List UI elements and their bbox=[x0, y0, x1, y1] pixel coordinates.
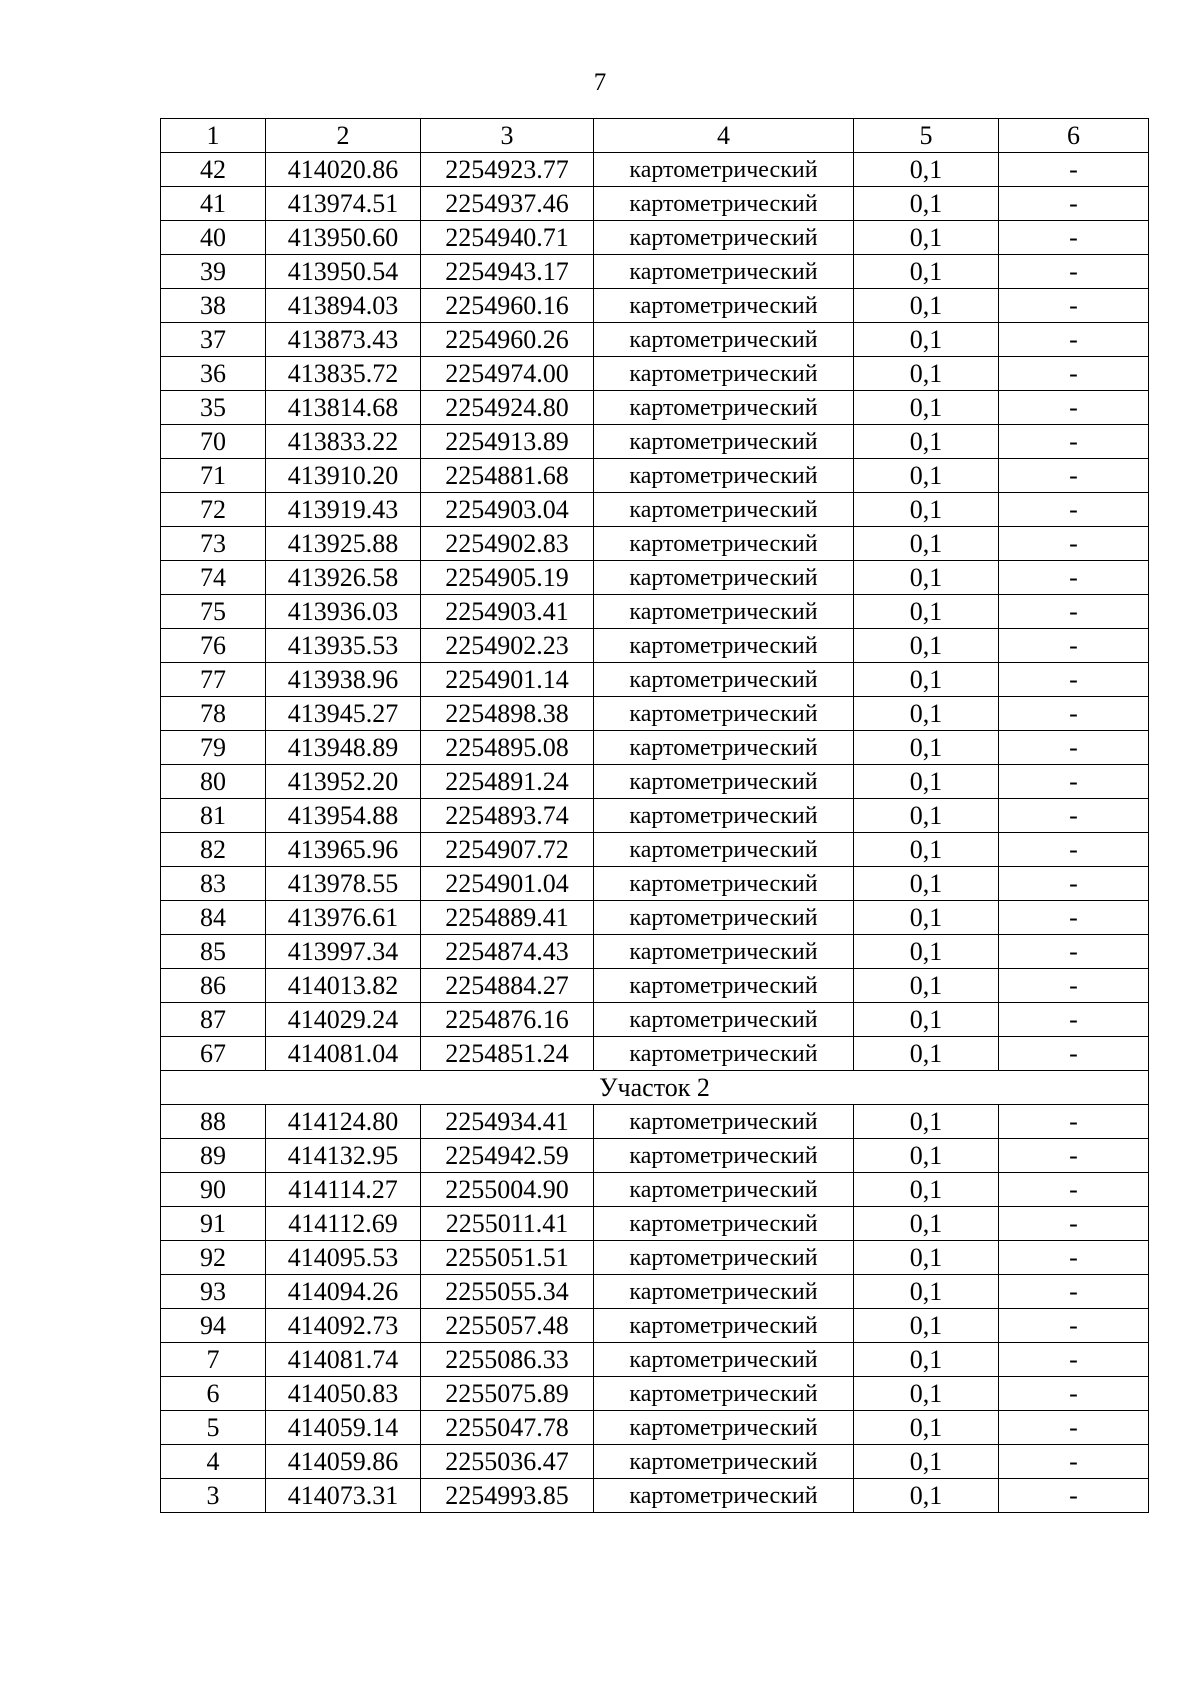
x-coordinate-cell: 414132.95 bbox=[266, 1139, 421, 1173]
method-cell: картометрический bbox=[594, 799, 854, 833]
point-number-cell: 83 bbox=[161, 867, 266, 901]
note-cell: - bbox=[999, 697, 1149, 731]
point-number-cell: 90 bbox=[161, 1173, 266, 1207]
method-cell: картометрический bbox=[594, 901, 854, 935]
y-coordinate-cell: 2254940.71 bbox=[421, 221, 594, 255]
y-coordinate-cell: 2254901.04 bbox=[421, 867, 594, 901]
x-coordinate-cell: 413974.51 bbox=[266, 187, 421, 221]
point-number-cell: 42 bbox=[161, 153, 266, 187]
note-cell: - bbox=[999, 425, 1149, 459]
table-row bbox=[161, 493, 1149, 527]
precision-cell: 0,1 bbox=[854, 833, 999, 867]
table-row bbox=[161, 391, 1149, 425]
method-cell: картометрический bbox=[594, 1241, 854, 1275]
y-coordinate-cell: 2255057.48 bbox=[421, 1309, 594, 1343]
precision-cell: 0,1 bbox=[854, 1105, 999, 1139]
precision-cell: 0,1 bbox=[854, 969, 999, 1003]
note-cell: - bbox=[999, 153, 1149, 187]
point-number-cell: 67 bbox=[161, 1037, 266, 1071]
method-cell: картометрический bbox=[594, 187, 854, 221]
table-row bbox=[161, 765, 1149, 799]
x-coordinate-cell: 413952.20 bbox=[266, 765, 421, 799]
x-coordinate-cell: 414092.73 bbox=[266, 1309, 421, 1343]
method-cell: картометрический bbox=[594, 935, 854, 969]
point-number-cell: 36 bbox=[161, 357, 266, 391]
y-coordinate-cell: 2254974.00 bbox=[421, 357, 594, 391]
x-coordinate-cell: 413954.88 bbox=[266, 799, 421, 833]
point-number-cell: 85 bbox=[161, 935, 266, 969]
column-header: 3 bbox=[421, 119, 594, 153]
table-row bbox=[161, 935, 1149, 969]
x-coordinate-cell: 413926.58 bbox=[266, 561, 421, 595]
note-cell: - bbox=[999, 1105, 1149, 1139]
table-row bbox=[161, 1139, 1149, 1173]
table-row bbox=[161, 1207, 1149, 1241]
method-cell: картометрический bbox=[594, 357, 854, 391]
note-cell: - bbox=[999, 1479, 1149, 1513]
note-cell: - bbox=[999, 1445, 1149, 1479]
table-row bbox=[161, 799, 1149, 833]
point-number-cell: 35 bbox=[161, 391, 266, 425]
note-cell: - bbox=[999, 391, 1149, 425]
x-coordinate-cell: 414050.83 bbox=[266, 1377, 421, 1411]
precision-cell: 0,1 bbox=[854, 799, 999, 833]
note-cell: - bbox=[999, 493, 1149, 527]
note-cell: - bbox=[999, 1411, 1149, 1445]
point-number-cell: 75 bbox=[161, 595, 266, 629]
note-cell: - bbox=[999, 629, 1149, 663]
note-cell: - bbox=[999, 357, 1149, 391]
note-cell: - bbox=[999, 289, 1149, 323]
method-cell: картометрический bbox=[594, 867, 854, 901]
x-coordinate-cell: 413833.22 bbox=[266, 425, 421, 459]
x-coordinate-cell: 413814.68 bbox=[266, 391, 421, 425]
note-cell: - bbox=[999, 187, 1149, 221]
note-cell: - bbox=[999, 799, 1149, 833]
point-number-cell: 5 bbox=[161, 1411, 266, 1445]
precision-cell: 0,1 bbox=[854, 1377, 999, 1411]
table-row bbox=[161, 289, 1149, 323]
precision-cell: 0,1 bbox=[854, 731, 999, 765]
x-coordinate-cell: 414124.80 bbox=[266, 1105, 421, 1139]
x-coordinate-cell: 414013.82 bbox=[266, 969, 421, 1003]
point-number-cell: 38 bbox=[161, 289, 266, 323]
x-coordinate-cell: 414081.74 bbox=[266, 1343, 421, 1377]
y-coordinate-cell: 2254907.72 bbox=[421, 833, 594, 867]
y-coordinate-cell: 2254913.89 bbox=[421, 425, 594, 459]
precision-cell: 0,1 bbox=[854, 1241, 999, 1275]
table-row bbox=[161, 1173, 1149, 1207]
table-row bbox=[161, 1309, 1149, 1343]
y-coordinate-cell: 2254942.59 bbox=[421, 1139, 594, 1173]
point-number-cell: 40 bbox=[161, 221, 266, 255]
precision-cell: 0,1 bbox=[854, 867, 999, 901]
x-coordinate-cell: 413950.54 bbox=[266, 255, 421, 289]
x-coordinate-cell: 413978.55 bbox=[266, 867, 421, 901]
precision-cell: 0,1 bbox=[854, 765, 999, 799]
method-cell: картометрический bbox=[594, 493, 854, 527]
point-number-cell: 84 bbox=[161, 901, 266, 935]
method-cell: картометрический bbox=[594, 1173, 854, 1207]
note-cell: - bbox=[999, 1241, 1149, 1275]
table-row bbox=[161, 561, 1149, 595]
x-coordinate-cell: 413919.43 bbox=[266, 493, 421, 527]
y-coordinate-cell: 2254924.80 bbox=[421, 391, 594, 425]
method-cell: картометрический bbox=[594, 1139, 854, 1173]
precision-cell: 0,1 bbox=[854, 1003, 999, 1037]
x-coordinate-cell: 413976.61 bbox=[266, 901, 421, 935]
point-number-cell: 91 bbox=[161, 1207, 266, 1241]
point-number-cell: 87 bbox=[161, 1003, 266, 1037]
table-row bbox=[161, 595, 1149, 629]
column-header: 2 bbox=[266, 119, 421, 153]
table-row bbox=[161, 1377, 1149, 1411]
method-cell: картометрический bbox=[594, 1207, 854, 1241]
method-cell: картометрический bbox=[594, 1275, 854, 1309]
y-coordinate-cell: 2255055.34 bbox=[421, 1275, 594, 1309]
y-coordinate-cell: 2254881.68 bbox=[421, 459, 594, 493]
method-cell: картометрический bbox=[594, 1343, 854, 1377]
method-cell: картометрический bbox=[594, 1003, 854, 1037]
x-coordinate-cell: 413894.03 bbox=[266, 289, 421, 323]
method-cell: картометрический bbox=[594, 697, 854, 731]
method-cell: картометрический bbox=[594, 1377, 854, 1411]
table-row bbox=[161, 357, 1149, 391]
y-coordinate-cell: 2255051.51 bbox=[421, 1241, 594, 1275]
note-cell: - bbox=[999, 459, 1149, 493]
table-body-section-1 bbox=[161, 153, 1149, 1071]
table-row bbox=[161, 221, 1149, 255]
point-number-cell: 39 bbox=[161, 255, 266, 289]
precision-cell: 0,1 bbox=[854, 187, 999, 221]
method-cell: картометрический bbox=[594, 425, 854, 459]
point-number-cell: 7 bbox=[161, 1343, 266, 1377]
y-coordinate-cell: 2254905.19 bbox=[421, 561, 594, 595]
precision-cell: 0,1 bbox=[854, 1309, 999, 1343]
point-number-cell: 71 bbox=[161, 459, 266, 493]
method-cell: картометрический bbox=[594, 459, 854, 493]
y-coordinate-cell: 2254903.04 bbox=[421, 493, 594, 527]
y-coordinate-cell: 2255075.89 bbox=[421, 1377, 594, 1411]
table-row bbox=[161, 629, 1149, 663]
table-body-section-2 bbox=[161, 1105, 1149, 1513]
y-coordinate-cell: 2255047.78 bbox=[421, 1411, 594, 1445]
y-coordinate-cell: 2254934.41 bbox=[421, 1105, 594, 1139]
method-cell: картометрический bbox=[594, 153, 854, 187]
y-coordinate-cell: 2254960.26 bbox=[421, 323, 594, 357]
point-number-cell: 89 bbox=[161, 1139, 266, 1173]
table-row bbox=[161, 255, 1149, 289]
x-coordinate-cell: 413997.34 bbox=[266, 935, 421, 969]
note-cell: - bbox=[999, 1003, 1149, 1037]
y-coordinate-cell: 2254895.08 bbox=[421, 731, 594, 765]
precision-cell: 0,1 bbox=[854, 289, 999, 323]
y-coordinate-cell: 2254923.77 bbox=[421, 153, 594, 187]
precision-cell: 0,1 bbox=[854, 255, 999, 289]
precision-cell: 0,1 bbox=[854, 595, 999, 629]
precision-cell: 0,1 bbox=[854, 1343, 999, 1377]
table-row bbox=[161, 153, 1149, 187]
precision-cell: 0,1 bbox=[854, 425, 999, 459]
point-number-cell: 81 bbox=[161, 799, 266, 833]
page-number: 7 bbox=[593, 69, 607, 96]
precision-cell: 0,1 bbox=[854, 663, 999, 697]
table-row bbox=[161, 1411, 1149, 1445]
point-number-cell: 72 bbox=[161, 493, 266, 527]
method-cell: картометрический bbox=[594, 1445, 854, 1479]
method-cell: картометрический bbox=[594, 255, 854, 289]
table-row bbox=[161, 1479, 1149, 1513]
table-row bbox=[161, 697, 1149, 731]
point-number-cell: 77 bbox=[161, 663, 266, 697]
note-cell: - bbox=[999, 731, 1149, 765]
note-cell: - bbox=[999, 595, 1149, 629]
precision-cell: 0,1 bbox=[854, 153, 999, 187]
note-cell: - bbox=[999, 1139, 1149, 1173]
note-cell: - bbox=[999, 561, 1149, 595]
precision-cell: 0,1 bbox=[854, 1445, 999, 1479]
table-row bbox=[161, 1343, 1149, 1377]
x-coordinate-cell: 413910.20 bbox=[266, 459, 421, 493]
y-coordinate-cell: 2254874.43 bbox=[421, 935, 594, 969]
method-cell: картометрический bbox=[594, 1479, 854, 1513]
precision-cell: 0,1 bbox=[854, 1173, 999, 1207]
precision-cell: 0,1 bbox=[854, 935, 999, 969]
method-cell: картометрический bbox=[594, 221, 854, 255]
y-coordinate-cell: 2254901.14 bbox=[421, 663, 594, 697]
table-row bbox=[161, 1445, 1149, 1479]
table-row bbox=[161, 663, 1149, 697]
table-row bbox=[161, 1105, 1149, 1139]
y-coordinate-cell: 2254943.17 bbox=[421, 255, 594, 289]
method-cell: картометрический bbox=[594, 663, 854, 697]
y-coordinate-cell: 2254902.83 bbox=[421, 527, 594, 561]
table-row bbox=[161, 731, 1149, 765]
y-coordinate-cell: 2254891.24 bbox=[421, 765, 594, 799]
point-number-cell: 3 bbox=[161, 1479, 266, 1513]
precision-cell: 0,1 bbox=[854, 561, 999, 595]
table-row bbox=[161, 1275, 1149, 1309]
table-header-row bbox=[161, 119, 1149, 153]
precision-cell: 0,1 bbox=[854, 697, 999, 731]
method-cell: картометрический bbox=[594, 561, 854, 595]
y-coordinate-cell: 2255036.47 bbox=[421, 1445, 594, 1479]
y-coordinate-cell: 2254993.85 bbox=[421, 1479, 594, 1513]
x-coordinate-cell: 413935.53 bbox=[266, 629, 421, 663]
x-coordinate-cell: 414059.14 bbox=[266, 1411, 421, 1445]
y-coordinate-cell: 2255086.33 bbox=[421, 1343, 594, 1377]
precision-cell: 0,1 bbox=[854, 1139, 999, 1173]
x-coordinate-cell: 413936.03 bbox=[266, 595, 421, 629]
precision-cell: 0,1 bbox=[854, 1411, 999, 1445]
method-cell: картометрический bbox=[594, 1411, 854, 1445]
y-coordinate-cell: 2254960.16 bbox=[421, 289, 594, 323]
precision-cell: 0,1 bbox=[854, 323, 999, 357]
y-coordinate-cell: 2254937.46 bbox=[421, 187, 594, 221]
x-coordinate-cell: 414059.86 bbox=[266, 1445, 421, 1479]
column-header: 6 bbox=[999, 119, 1149, 153]
x-coordinate-cell: 413835.72 bbox=[266, 357, 421, 391]
precision-cell: 0,1 bbox=[854, 391, 999, 425]
note-cell: - bbox=[999, 1377, 1149, 1411]
point-number-cell: 82 bbox=[161, 833, 266, 867]
table-row bbox=[161, 833, 1149, 867]
method-cell: картометрический bbox=[594, 595, 854, 629]
table-row bbox=[161, 969, 1149, 1003]
note-cell: - bbox=[999, 1207, 1149, 1241]
section-divider bbox=[161, 1071, 1149, 1105]
precision-cell: 0,1 bbox=[854, 1037, 999, 1071]
precision-cell: 0,1 bbox=[854, 1207, 999, 1241]
point-number-cell: 88 bbox=[161, 1105, 266, 1139]
y-coordinate-cell: 2254889.41 bbox=[421, 901, 594, 935]
method-cell: картометрический bbox=[594, 629, 854, 663]
method-cell: картометрический bbox=[594, 1037, 854, 1071]
point-number-cell: 6 bbox=[161, 1377, 266, 1411]
point-number-cell: 73 bbox=[161, 527, 266, 561]
note-cell: - bbox=[999, 323, 1149, 357]
precision-cell: 0,1 bbox=[854, 357, 999, 391]
point-number-cell: 78 bbox=[161, 697, 266, 731]
precision-cell: 0,1 bbox=[854, 1275, 999, 1309]
method-cell: картометрический bbox=[594, 527, 854, 561]
x-coordinate-cell: 413873.43 bbox=[266, 323, 421, 357]
x-coordinate-cell: 414073.31 bbox=[266, 1479, 421, 1513]
x-coordinate-cell: 414112.69 bbox=[266, 1207, 421, 1241]
method-cell: картометрический bbox=[594, 969, 854, 1003]
x-coordinate-cell: 413948.89 bbox=[266, 731, 421, 765]
x-coordinate-cell: 414114.27 bbox=[266, 1173, 421, 1207]
method-cell: картометрический bbox=[594, 765, 854, 799]
y-coordinate-cell: 2254884.27 bbox=[421, 969, 594, 1003]
note-cell: - bbox=[999, 1343, 1149, 1377]
point-number-cell: 86 bbox=[161, 969, 266, 1003]
method-cell: картометрический bbox=[594, 1105, 854, 1139]
method-cell: картометрический bbox=[594, 323, 854, 357]
x-coordinate-cell: 413925.88 bbox=[266, 527, 421, 561]
section-row bbox=[161, 1071, 1149, 1105]
column-header: 4 bbox=[594, 119, 854, 153]
note-cell: - bbox=[999, 255, 1149, 289]
table-row bbox=[161, 901, 1149, 935]
x-coordinate-cell: 414029.24 bbox=[266, 1003, 421, 1037]
point-number-cell: 37 bbox=[161, 323, 266, 357]
note-cell: - bbox=[999, 833, 1149, 867]
y-coordinate-cell: 2254902.23 bbox=[421, 629, 594, 663]
coordinates-table bbox=[160, 118, 1149, 1513]
table-row bbox=[161, 323, 1149, 357]
x-coordinate-cell: 414094.26 bbox=[266, 1275, 421, 1309]
point-number-cell: 74 bbox=[161, 561, 266, 595]
x-coordinate-cell: 414095.53 bbox=[266, 1241, 421, 1275]
column-header: 5 bbox=[854, 119, 999, 153]
note-cell: - bbox=[999, 765, 1149, 799]
x-coordinate-cell: 414081.04 bbox=[266, 1037, 421, 1071]
x-coordinate-cell: 414020.86 bbox=[266, 153, 421, 187]
x-coordinate-cell: 413945.27 bbox=[266, 697, 421, 731]
method-cell: картометрический bbox=[594, 833, 854, 867]
precision-cell: 0,1 bbox=[854, 459, 999, 493]
note-cell: - bbox=[999, 969, 1149, 1003]
method-cell: картометрический bbox=[594, 391, 854, 425]
column-header: 1 bbox=[161, 119, 266, 153]
table-row bbox=[161, 1037, 1149, 1071]
x-coordinate-cell: 413950.60 bbox=[266, 221, 421, 255]
table-row bbox=[161, 527, 1149, 561]
y-coordinate-cell: 2254893.74 bbox=[421, 799, 594, 833]
method-cell: картометрический bbox=[594, 1309, 854, 1343]
method-cell: картометрический bbox=[594, 289, 854, 323]
x-coordinate-cell: 413938.96 bbox=[266, 663, 421, 697]
point-number-cell: 79 bbox=[161, 731, 266, 765]
note-cell: - bbox=[999, 1275, 1149, 1309]
table-row bbox=[161, 867, 1149, 901]
table-row bbox=[161, 1241, 1149, 1275]
precision-cell: 0,1 bbox=[854, 629, 999, 663]
y-coordinate-cell: 2254898.38 bbox=[421, 697, 594, 731]
table-row bbox=[161, 187, 1149, 221]
point-number-cell: 4 bbox=[161, 1445, 266, 1479]
x-coordinate-cell: 413965.96 bbox=[266, 833, 421, 867]
point-number-cell: 70 bbox=[161, 425, 266, 459]
note-cell: - bbox=[999, 663, 1149, 697]
point-number-cell: 94 bbox=[161, 1309, 266, 1343]
point-number-cell: 80 bbox=[161, 765, 266, 799]
y-coordinate-cell: 2254851.24 bbox=[421, 1037, 594, 1071]
note-cell: - bbox=[999, 1173, 1149, 1207]
point-number-cell: 76 bbox=[161, 629, 266, 663]
table-row bbox=[161, 459, 1149, 493]
table-row bbox=[161, 425, 1149, 459]
precision-cell: 0,1 bbox=[854, 901, 999, 935]
note-cell: - bbox=[999, 527, 1149, 561]
table-row bbox=[161, 1003, 1149, 1037]
y-coordinate-cell: 2254876.16 bbox=[421, 1003, 594, 1037]
point-number-cell: 41 bbox=[161, 187, 266, 221]
note-cell: - bbox=[999, 221, 1149, 255]
note-cell: - bbox=[999, 867, 1149, 901]
precision-cell: 0,1 bbox=[854, 527, 999, 561]
note-cell: - bbox=[999, 901, 1149, 935]
y-coordinate-cell: 2255011.41 bbox=[421, 1207, 594, 1241]
point-number-cell: 92 bbox=[161, 1241, 266, 1275]
precision-cell: 0,1 bbox=[854, 1479, 999, 1513]
note-cell: - bbox=[999, 1309, 1149, 1343]
precision-cell: 0,1 bbox=[854, 221, 999, 255]
note-cell: - bbox=[999, 935, 1149, 969]
method-cell: картометрический bbox=[594, 731, 854, 765]
note-cell: - bbox=[999, 1037, 1149, 1071]
section-label: Участок 2 bbox=[161, 1071, 1149, 1105]
point-number-cell: 93 bbox=[161, 1275, 266, 1309]
y-coordinate-cell: 2255004.90 bbox=[421, 1173, 594, 1207]
precision-cell: 0,1 bbox=[854, 493, 999, 527]
y-coordinate-cell: 2254903.41 bbox=[421, 595, 594, 629]
